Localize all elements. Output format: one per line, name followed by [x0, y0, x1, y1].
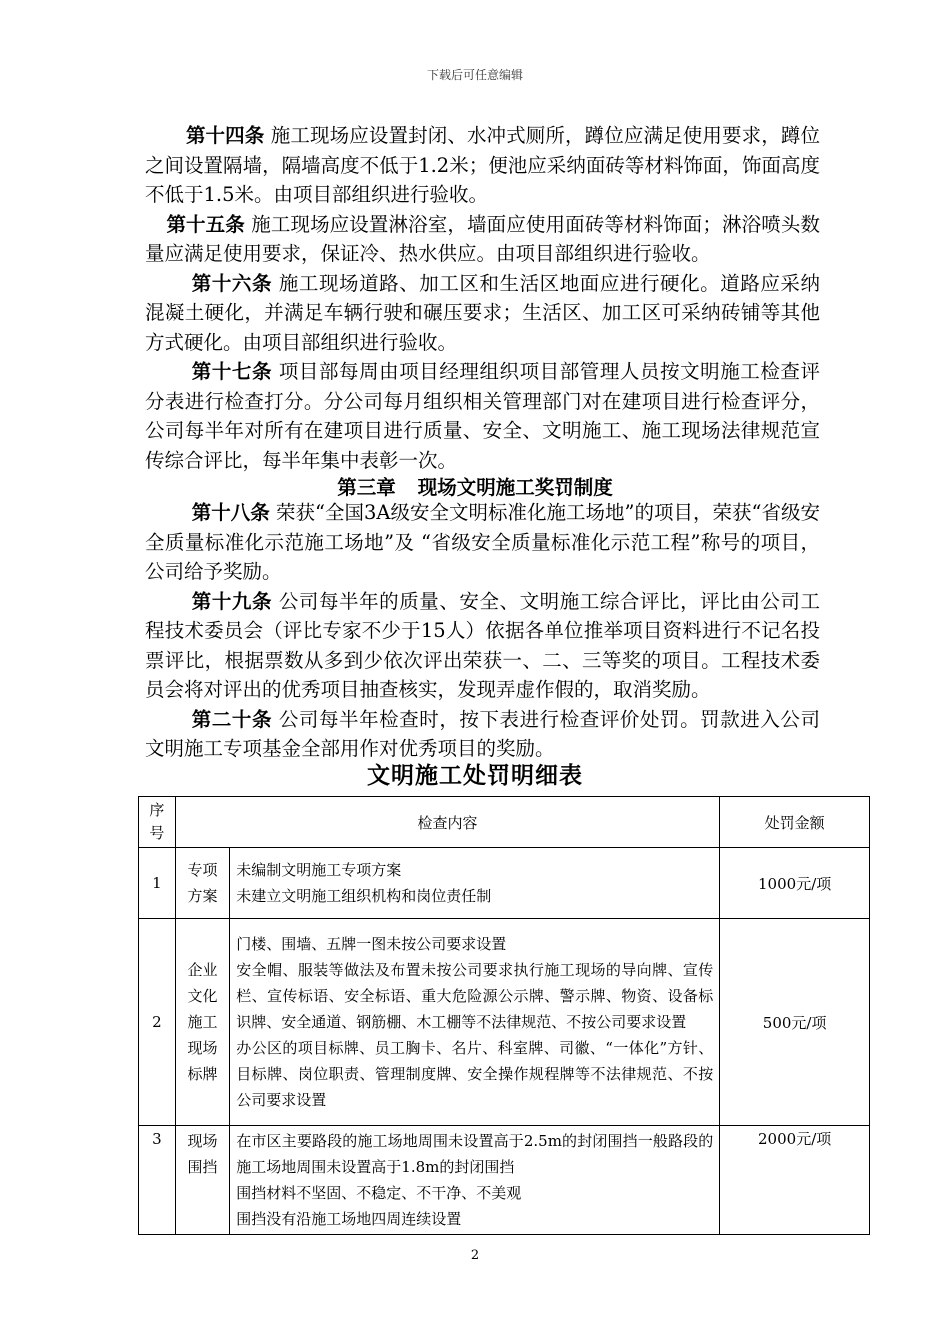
row-1-content [230, 848, 720, 919]
row-2-category-line: 现场 [187, 1039, 218, 1057]
article-20-text: 公司每半年检查时，按下表进行检查评价处罚。罚款进入公司文明施工专项基金全部用作对优秀项目的奖励。 [145, 707, 820, 760]
row-2-content [230, 919, 720, 1126]
row-2-item: 门楼、围墙、五牌一图未按公司要求设置 [236, 935, 507, 953]
table-row [139, 848, 870, 919]
row-3-category-line: 现场 [187, 1132, 218, 1150]
article-14 [145, 121, 820, 210]
row-1-item: 未编制文明施工专项方案 [236, 861, 402, 879]
article-18-text: 荣获“全国3A级安全文明标准化施工场地”的项目，荣获“省级安全质量标准化示范施工场地”及 “省级安全质量标准化示范工程”称号的项目，公司给予奖励。 [145, 501, 820, 583]
row-3-item: 围挡没有沿施工场地四周连续设置 [236, 1210, 462, 1228]
row-3-category-line: 围挡 [187, 1158, 218, 1176]
row-2-item: 安全帽、服装等做法及布置未按公司要求执行施工现场的导向牌、宣传栏、宣传标语、安全标语、重大危险源公示牌、警示牌、物资、设备标识牌、安全通道、钢筋棚、木工棚等不法律规范、不按公司要求设置 [236, 961, 714, 1031]
row-3-item: 围挡材料不坚固、不稳定、不干净、不美观 [236, 1184, 522, 1202]
row-2-category-line: 企业 [187, 961, 218, 979]
article-17-text: 项目部每周由项目经理组织项目部管理人员按文明施工检查评分表进行检查打分。分公司每月组织相关管理部门对在建项目进行检查评分，公司每半年对所有在建项目进行质量、安全、文明施工、施工现场法律规范宣传综合评比，每半年集中表彰一次。 [145, 360, 820, 472]
table-row [139, 919, 870, 1126]
row-3-no: 3 [139, 1126, 176, 1235]
row-3-item: 在市区主要路段的施工场地周围未设置高于2.5m的封闭围挡一般路段的施工场地周围未设置高于1.8m的封闭围挡 [236, 1132, 714, 1176]
article-20-title: 第二十条 [191, 707, 273, 731]
penalty-table [138, 796, 870, 1235]
row-2-no: 2 [139, 919, 176, 1126]
article-14-title: 第十四条 [185, 124, 265, 147]
table-row [139, 1126, 870, 1235]
header-no-line1: 序 [149, 801, 165, 819]
row-3-fine: 2000元/项 [720, 1126, 870, 1235]
article-17 [145, 357, 820, 475]
row-2-fine: 500元/项 [720, 919, 870, 1126]
article-18 [145, 498, 820, 587]
article-15-title: 第十五条 [166, 212, 245, 236]
article-19-text: 公司每半年的质量、安全、文明施工综合评比，评比由公司工程技术委员会（评比专家不少于15人）依据各单位推举项目资料进行不记名投票评比，根据票数从多到少依次评出荣获一、二、三等奖的项目。工程技术委员会将对评出的优秀项目抽查核实，发现弄虚作假的，取消奖励。 [145, 589, 820, 701]
row-2-category-line: 施工 [187, 1013, 218, 1031]
row-2-item: 办公区的项目标牌、员工胸卡、名片、科室牌、司徽、“一体化”方针、目标牌、岗位职责、管理制度牌、安全操作规程牌等不法律规范、不按公司要求设置 [236, 1039, 714, 1109]
page-number: 2 [470, 1248, 480, 1263]
row-1-no: 1 [139, 848, 176, 919]
row-2-category [175, 919, 230, 1126]
row-3-content [230, 1126, 720, 1235]
body-text-upper [145, 121, 820, 475]
article-19-title: 第十九条 [191, 589, 273, 613]
table-title: 文明施工处罚明细表 [367, 762, 583, 789]
article-17-title: 第十七条 [191, 360, 273, 383]
header-no [139, 797, 176, 848]
row-1-category [175, 848, 230, 919]
row-1-fine: 1000元/项 [720, 848, 870, 919]
row-2-category-line: 文化 [187, 987, 218, 1005]
header-content: 检查内容 [175, 797, 720, 848]
article-15-text: 施工现场应设置淋浴室，墙面应使用面砖等材料饰面；淋浴喷头数量应满足使用要求，保证冷、热水供应。由项目部组织进行验收。 [145, 212, 820, 265]
article-15 [145, 210, 820, 269]
header-fine: 处罚金额 [720, 797, 870, 848]
article-20 [145, 705, 820, 764]
row-1-category-line: 专项 [187, 861, 218, 879]
article-19 [145, 587, 820, 705]
page-header: 下载后可任意编辑 [426, 68, 523, 82]
article-16-text: 施工现场道路、加工区和生活区地面应进行硬化。道路应采纳混凝土硬化，并满足车辆行驶和碾压要求；生活区、加工区可采纳砖铺等其他方式硬化。由项目部组织进行验收。 [145, 271, 820, 354]
row-2-category-line: 标牌 [187, 1065, 218, 1083]
article-16 [145, 269, 820, 358]
article-14-text: 施工现场应设置封闭、水冲式厕所，蹲位应满足使用要求，蹲位之间设置隔墙，隔墙高度不低于1.2米；便池应采纳面砖等材料饰面，饰面高度不低于1.5米。由项目部组织进行验收。 [145, 124, 820, 206]
body-text-lower [145, 498, 820, 764]
article-16-title: 第十六条 [191, 271, 273, 295]
article-18-title: 第十八条 [191, 501, 270, 524]
header-no-line2: 号 [149, 824, 165, 842]
row-1-category-line: 方案 [187, 887, 218, 905]
chapter-heading [0, 472, 950, 500]
chapter-title: 现场文明施工奖罚制度 [417, 476, 613, 499]
table-header-row [139, 797, 870, 848]
row-1-item: 未建立文明施工组织机构和岗位责任制 [236, 887, 492, 905]
chapter-number: 第三章 [337, 476, 396, 499]
row-3-category [175, 1126, 230, 1235]
